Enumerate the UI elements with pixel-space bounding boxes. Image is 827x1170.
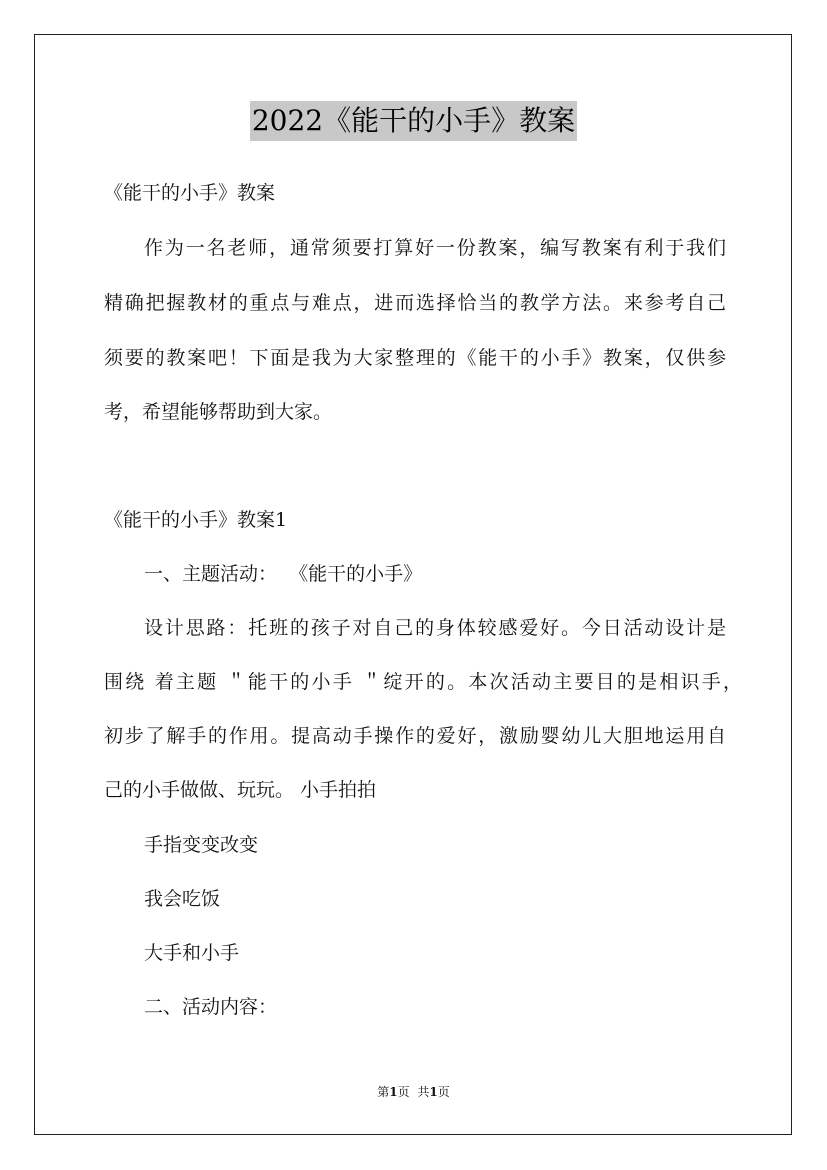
total-prefix: 共: [417, 1085, 430, 1099]
total-suffix: 页: [437, 1085, 450, 1099]
page-number: 1: [389, 1085, 398, 1099]
intro-line: 须要的教案吧！下面是我为大家整理的《能干的小手》教案，仅供参: [104, 347, 726, 369]
list-line: 大手和小手: [144, 942, 240, 964]
intro-line: 作为一名老师，通常须要打算好一份教案，编写教案有利于我们: [144, 237, 726, 259]
design-line: 围绕 着主题 ＂能干的小手 ＂绽开的。本次活动主要目的是相识手，: [104, 671, 742, 693]
list-line: 我会吃饭: [144, 888, 221, 910]
design-line: 己的小手做做、玩玩。 小手拍拍: [104, 779, 377, 801]
document-heading: 《能干的小手》教案: [104, 182, 276, 204]
page-footer: [0, 1084, 827, 1100]
item-heading: 一、主题活动： 《能干的小手》: [144, 563, 423, 585]
page-prefix: 第: [377, 1085, 390, 1099]
design-line: 初步了解手的作用。提高动手操作的爱好，激励婴幼儿大胆地运用自: [104, 725, 726, 747]
intro-line: 考，希望能够帮助到大家。: [104, 401, 333, 423]
document-title: 2022《能干的小手》教案: [250, 101, 577, 141]
list-line: 手指变变改变: [144, 834, 259, 856]
intro-line: 精确把握教材的重点与难点，进而选择恰当的教学方法。来参考自己: [104, 292, 726, 314]
list-line: 二、活动内容：: [144, 996, 278, 1018]
title-container: [0, 101, 827, 141]
total-pages: 1: [429, 1085, 438, 1099]
section-heading: 《能干的小手》教案1: [104, 509, 288, 531]
page-suffix: 页: [397, 1085, 410, 1099]
design-line: 设计思路：托班的孩子对自己的身体较感爱好。今日活动设计是: [144, 617, 726, 639]
